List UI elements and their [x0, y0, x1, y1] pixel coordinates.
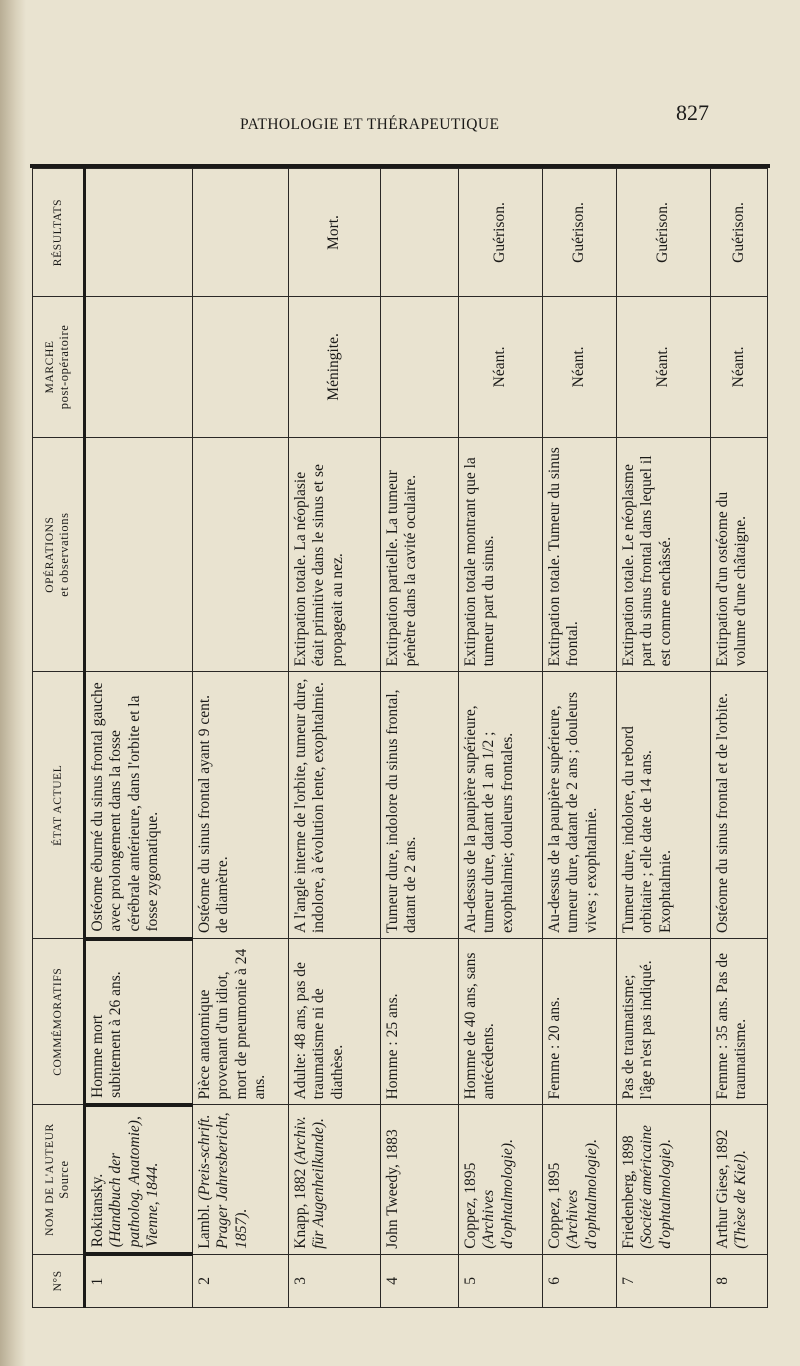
operations-cell: Extirpation d'un ostéome du volume d'une châtaigne.: [711, 437, 768, 672]
author-cell: John Tweedy, 1883: [381, 1105, 459, 1254]
etat-cell: Ostéome du sinus frontal et de l'orbite.: [711, 672, 768, 939]
col-header-operations: OPÉRATIONS et observations: [33, 437, 85, 672]
author-cell: Rokitansky. (Handbuch der patholog. Anatomie), Vienne, 1844.: [85, 1105, 193, 1254]
table-row: [85, 169, 193, 1308]
marche-cell: Néant.: [617, 297, 711, 438]
commemoratifs-cell: Adulte: 48 ans, pas de traumatisme ni de diathèse.: [289, 939, 381, 1105]
resultat-cell: [381, 169, 459, 297]
resultat-cell: Guérison.: [543, 169, 617, 297]
marche-cell: [85, 297, 193, 438]
table-row: [711, 169, 768, 1308]
table-row: [381, 169, 459, 1308]
operations-cell: [85, 437, 193, 672]
row-number: 2: [193, 1254, 289, 1307]
col-header-resultats: RÉSULTATS: [33, 169, 85, 297]
row-number: 1: [85, 1254, 193, 1307]
commemoratifs-cell: Homme de 40 ans, sans antécédents.: [459, 939, 543, 1105]
operations-cell: [193, 437, 289, 672]
resultat-cell: Guérison.: [617, 169, 711, 297]
marche-cell: Néant.: [543, 297, 617, 438]
author-cell: Lambl. (Preis-schrift. Prager Jahresbericht, 1857).: [193, 1105, 289, 1254]
col-header-number: N°S: [33, 1254, 85, 1307]
etat-cell: Tumeur dure, indolore, du rebord orbitaire ; elle date de 14 ans. Exophtalmie.: [617, 672, 711, 939]
row-number: 6: [543, 1254, 617, 1307]
col-header-author: NOM DE L'AUTEUR Source: [33, 1105, 85, 1254]
table-row: [543, 169, 617, 1308]
resultat-cell: Guérison.: [459, 169, 543, 297]
commemoratifs-cell: Pas de traumatisme; l'âge n'est pas indiqué.: [617, 939, 711, 1105]
col-header-commemoratifs: COMMÉMORATIFS: [33, 939, 85, 1105]
operations-cell: Extirpation totale. Le néoplasme part du sinus frontal dans lequel il est comme enchâssé.: [617, 437, 711, 672]
resultat-cell: Guérison.: [711, 169, 768, 297]
operations-cell: Extirpation partielle. La tumeur pénètre dans la cavité oculaire.: [381, 437, 459, 672]
author-cell: Knapp, 1882 (Archiv. für Augenheilkunde).: [289, 1105, 381, 1254]
col-header-etat-actuel: ÉTAT ACTUEL: [33, 672, 85, 939]
author-cell: Coppez, 1895 (Archives d'ophtalmologie).: [459, 1105, 543, 1254]
author-cell: Coppez, 1895 (Archives d'ophtalmologie).: [543, 1105, 617, 1254]
book-gutter-shadow: [0, 0, 26, 1366]
etat-cell: Au-dessus de la paupière supérieure, tumeur dure, datant de 1 an 1/2 ; exophtalmie; douleurs frontales.: [459, 672, 543, 939]
marche-cell: [381, 297, 459, 438]
col-header-marche: MARCHE post-opératoire: [33, 297, 85, 438]
table-header: [33, 169, 85, 1308]
resultat-cell: Mort.: [289, 169, 381, 297]
resultat-cell: [193, 169, 289, 297]
etat-cell: Ostéome éburné du sinus frontal gauche avec prolongement dans la fosse cérébrale antérieure, dans l'orbite et la fosse zygomatique.: [85, 672, 193, 939]
commemoratifs-cell: Pièce anatomique provenant d'un idiot, mort de pneumonie à 24 ans.: [193, 939, 289, 1105]
author-cell: Arthur Giese, 1892 (Thèse de Kiel).: [711, 1105, 768, 1254]
row-number: 8: [711, 1254, 768, 1307]
marche-cell: Méningite.: [289, 297, 381, 438]
commemoratifs-cell: Femme : 20 ans.: [543, 939, 617, 1105]
etat-cell: Tumeur dure, indolore du sinus frontal, datant de 2 ans.: [381, 672, 459, 939]
etat-cell: A l'angle interne de l'orbite, tumeur dure, indolore, à évolution lente, exophtalmie.: [289, 672, 381, 939]
commemoratifs-cell: Femme : 35 ans. Pas de traumatisme.: [711, 939, 768, 1105]
operations-cell: Extirpation totale. La néoplasie était primitive dans le sinus et se propageait au nez.: [289, 437, 381, 672]
etat-cell: Ostéome du sinus frontal ayant 9 cent. de diamètre.: [193, 672, 289, 939]
marche-cell: [193, 297, 289, 438]
table-row: [193, 169, 289, 1308]
operations-cell: Extirpation totale montrant que la tumeur part du sinus.: [459, 437, 543, 672]
author-cell: Friedenberg, 1898 (Société américaine d'ophtalmologie).: [617, 1105, 711, 1254]
row-number: 3: [289, 1254, 381, 1307]
operations-cell: Extirpation totale. Tumeur du sinus frontal.: [543, 437, 617, 672]
marche-cell: Néant.: [459, 297, 543, 438]
table-row: [289, 169, 381, 1308]
etat-cell: Au-dessus de la paupière supérieure, tumeur dure, datant de 2 ans ; douleurs vives ; exophtalmie.: [543, 672, 617, 939]
case-table: [32, 168, 768, 1308]
page-number: 827: [676, 100, 709, 125]
resultat-cell: [85, 169, 193, 297]
table-row: [617, 169, 711, 1308]
rotated-table-container: [32, 168, 767, 1308]
commemoratifs-cell: Homme mort subitement à 26 ans.: [85, 939, 193, 1105]
marche-cell: Néant.: [711, 297, 768, 438]
commemoratifs-cell: Homme : 25 ans.: [381, 939, 459, 1105]
row-number: 7: [617, 1254, 711, 1307]
running-title: PATHOLOGIE ET THÉRAPEUTIQUE: [240, 116, 500, 133]
row-number: 5: [459, 1254, 543, 1307]
table-row: [459, 169, 543, 1308]
row-number: 4: [381, 1254, 459, 1307]
